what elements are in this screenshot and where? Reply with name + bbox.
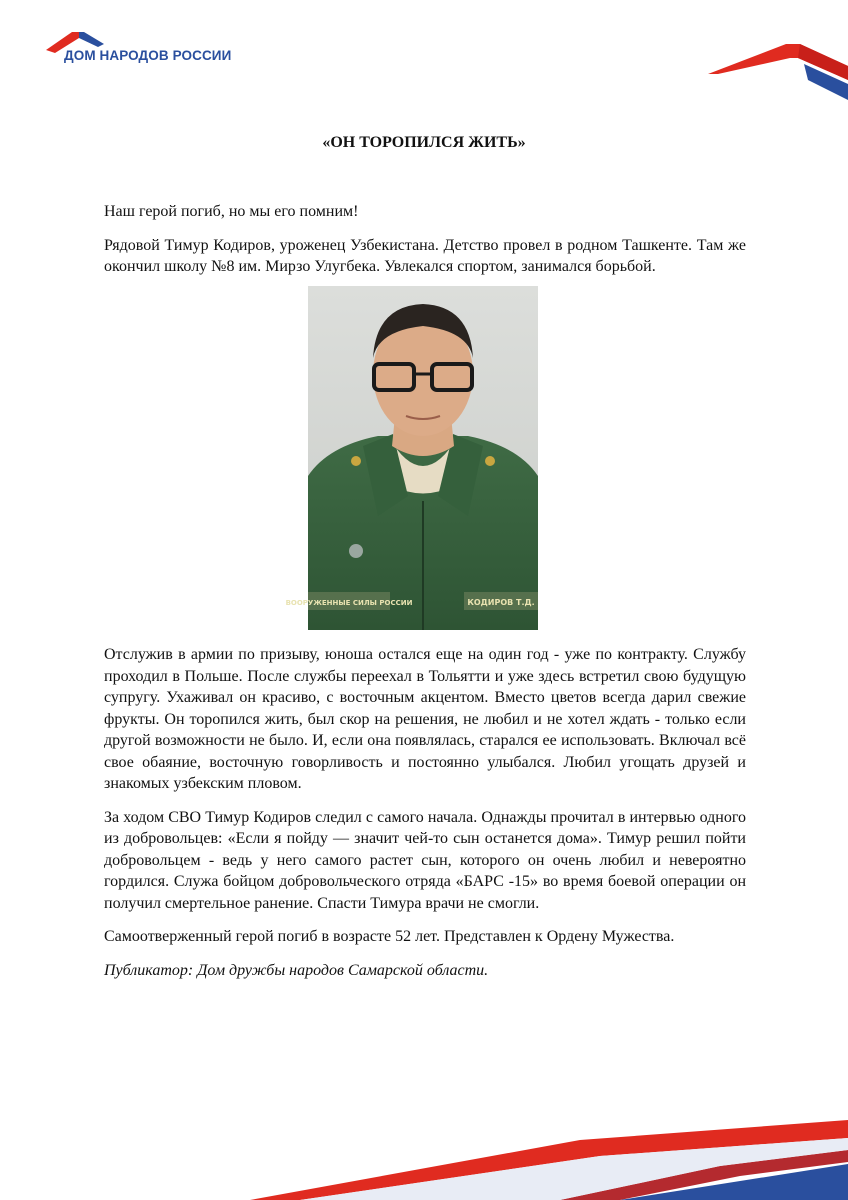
paragraph: Рядовой Тимур Кодиров, уроженец Узбекистана. Детство провел в родном Ташкенте. Там же окончил школу №8 им. Мирзо Улугбека. Увлекался спортом, занимался борьбой. xyxy=(104,236,746,275)
logo-text: ДОМ НАРОДОВ РОССИИ xyxy=(64,48,232,63)
paragraph: За ходом СВО Тимур Кодиров следил с самого начала. Однажды прочитал в интервью одного из добровольцев: «Если я пойду — значит чей-то сын останется дома». Тимур решил пойти добровольцем - ведь у него самого растет сын, которого он очень любил и невероятно гордился. Служа бойцом добровольческого отряда «БАРС -15» во время боевой операции он получил смертельное ранение. Спасти Тимура врачи не смогли. xyxy=(104,808,746,912)
intro-text-block xyxy=(104,201,746,290)
badge-right-label: КОДИРОВ Т.Д. xyxy=(467,598,535,607)
badge-left-label: ВООРУЖЕННЫЕ СИЛЫ РОССИИ xyxy=(285,599,413,607)
paragraph: Самоотверженный герой погиб в возрасте 52 лет. Представлен к Ордену Мужества. xyxy=(104,928,675,945)
story-text-block xyxy=(104,644,746,993)
paragraph: Отслужив в армии по призыву, юноша остался еще на один год - уже по контракту. Службу проходил в Польше. После службы переехал в Тольятти и уже здесь встретил свою будущую супругу. Ухаживал он красиво, с восточным акцентом. Вместо цветов всегда дарил свежие фрукты. Он торопился жить, был скор на решения, не любил и не хотел ждать - только если другой возможности не было. И, если она появлялась, старался ее использовать. Включал всё свое обаяние, восточную говорливость и постоянно улыбался. Любил угощать друзей и знакомых узбекским пловом. xyxy=(104,646,746,792)
bottom-stripes-decoration-icon xyxy=(0,1080,848,1200)
paragraph: Наш герой погиб, но мы его помним! xyxy=(104,203,359,220)
soldier-portrait-icon xyxy=(285,286,538,630)
soldier-photo xyxy=(285,286,538,630)
corner-roof-decoration-icon xyxy=(708,40,848,100)
organization-logo xyxy=(46,30,266,70)
article-title: «ОН ТОРОПИЛСЯ ЖИТЬ» xyxy=(322,134,526,151)
publisher-note: Публикатор: Дом дружбы народов Самарской области. xyxy=(104,961,489,979)
